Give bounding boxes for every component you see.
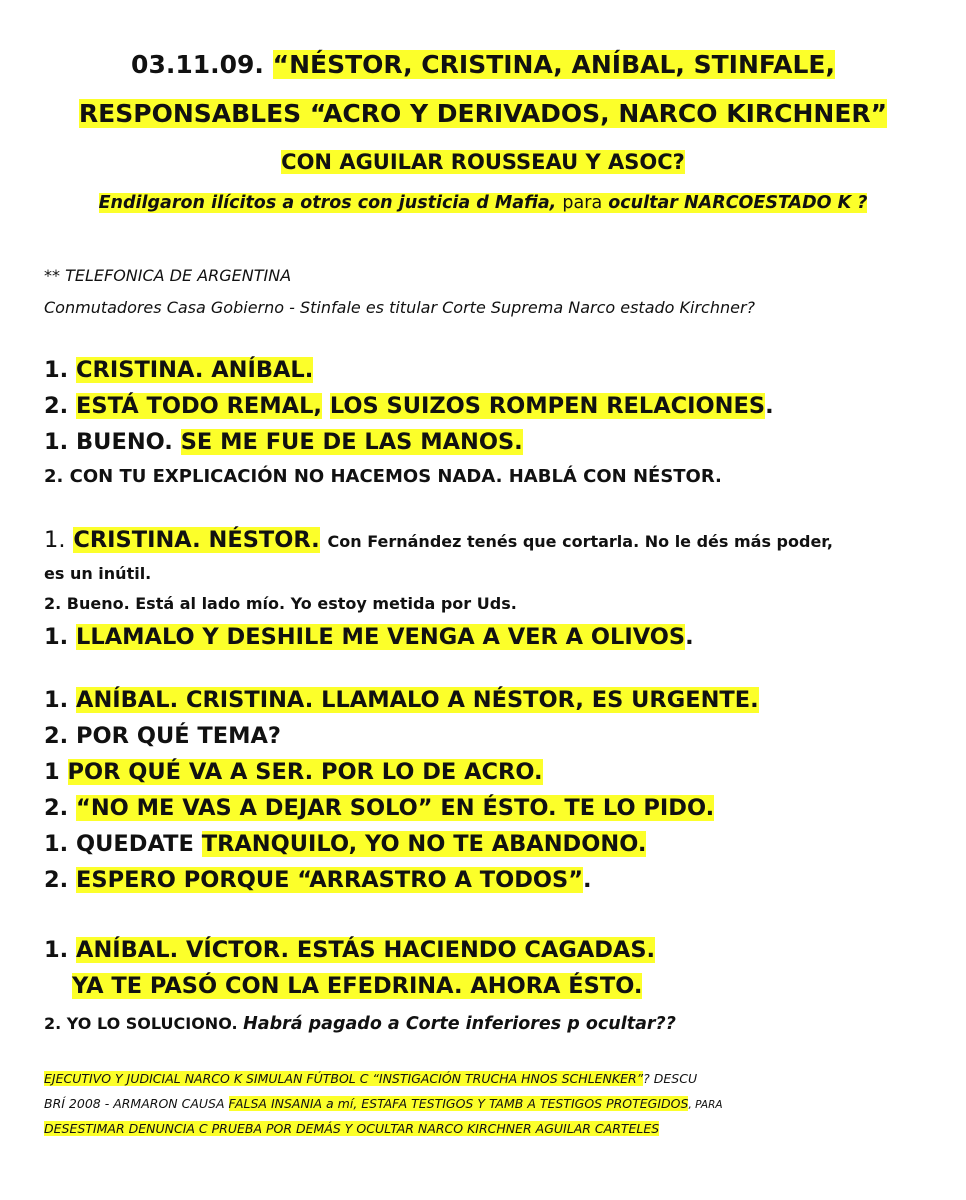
dialog-1-line-2: 2. ESTÁ TODO REMAL, LOS SUIZOS ROMPEN RELACIONES. xyxy=(44,393,774,419)
dialog-3-line-4: 2. “NO ME VAS A DEJAR SOLO” EN ÉSTO. TE LO PIDO. xyxy=(44,795,715,821)
title-line-2 xyxy=(0,99,966,128)
dialog-3-line-3: 1 POR QUÉ VA A SER. POR LO DE ACRO. xyxy=(44,759,543,785)
dialog-3-line-2: 2. POR QUÉ TEMA? xyxy=(44,723,281,749)
intro-line-1: ** TELEFONICA DE ARGENTINA xyxy=(44,266,292,285)
title-line-3 xyxy=(0,150,966,174)
footer-line-1: EJECUTIVO Y JUDICIAL NARCO K SIMULAN FÚTBOL C “INSTIGACIÓN TRUCHA HNOS SCHLENKER”? DESCU xyxy=(44,1071,698,1086)
dialog-1-line-3: 1. BUENO. SE ME FUE DE LAS MANOS. xyxy=(44,429,523,455)
title-highlight-1: “NÉSTOR, CRISTINA, ANÍBAL, STINFALE, xyxy=(272,50,835,79)
title-highlight-2: RESPONSABLES “ACRO Y DERIVADOS, NARCO KIRCHNER” xyxy=(78,99,888,128)
dialog-3-line-6: 2. ESPERO PORQUE “ARRASTRO A TODOS”. xyxy=(44,867,592,893)
dialog-3-line-5: 1. QUEDATE TRANQUILO, YO NO TE ABANDONO. xyxy=(44,831,647,857)
dialog-2-line-2: 2. Bueno. Está al lado mío. Yo estoy metida por Uds. xyxy=(44,594,517,613)
dialog-1-line-4: 2. CON TU EXPLICACIÓN NO HACEMOS NADA. HABLÁ CON NÉSTOR. xyxy=(44,466,722,487)
title-sub-a: Endilgaron ilícitos a otros con justicia d Mafia, para ocultar NARCOESTADO K ? xyxy=(98,193,868,213)
title-line-4 xyxy=(0,193,966,213)
footer-line-2: BRÍ 2008 - ARMARON CAUSA FALSA INSANIA a mí, ESTAFA TESTIGOS Y TAMB A TESTIGOS PROTEGIDOS, PARA xyxy=(44,1096,723,1111)
footer-line-3: DESESTIMAR DENUNCIA C PRUEBA POR DEMÁS Y OCULTAR NARCO KIRCHNER AGUILAR CARTELES xyxy=(44,1121,660,1136)
document-date: 03.11.09. xyxy=(131,50,264,79)
dialog-2-line-3: 1. LLAMALO Y DESHILE ME VENGA A VER A OLIVOS. xyxy=(44,624,694,650)
dialog-2-line-1: 1. CRISTINA. NÉSTOR. Con Fernández tenés que cortarla. No le dés más poder, xyxy=(44,527,833,553)
dialog-2-line-1b: es un inútil. xyxy=(44,564,152,583)
dialog-4-line-1: 1. ANÍBAL. VÍCTOR. ESTÁS HACIENDO CAGADAS. xyxy=(44,937,656,963)
title-highlight-3: CON AGUILAR ROUSSEAU Y ASOC? xyxy=(281,150,685,174)
dialog-1-line-1: 1. CRISTINA. ANÍBAL. xyxy=(44,357,314,383)
title-line-1 xyxy=(0,50,966,79)
dialog-3-line-1: 1. ANÍBAL. CRISTINA. LLAMALO A NÉSTOR, ES URGENTE. xyxy=(44,687,759,713)
dialog-4-line-3: 2. YO LO SOLUCIONO. Habrá pagado a Corte inferiores p ocultar?? xyxy=(44,1014,676,1034)
intro-line-2: Conmutadores Casa Gobierno - Stinfale es titular Corte Suprema Narco estado Kirchner? xyxy=(44,298,756,317)
dialog-4-line-2: YA TE PASÓ CON LA EFEDRINA. AHORA ÉSTO. xyxy=(72,973,643,999)
